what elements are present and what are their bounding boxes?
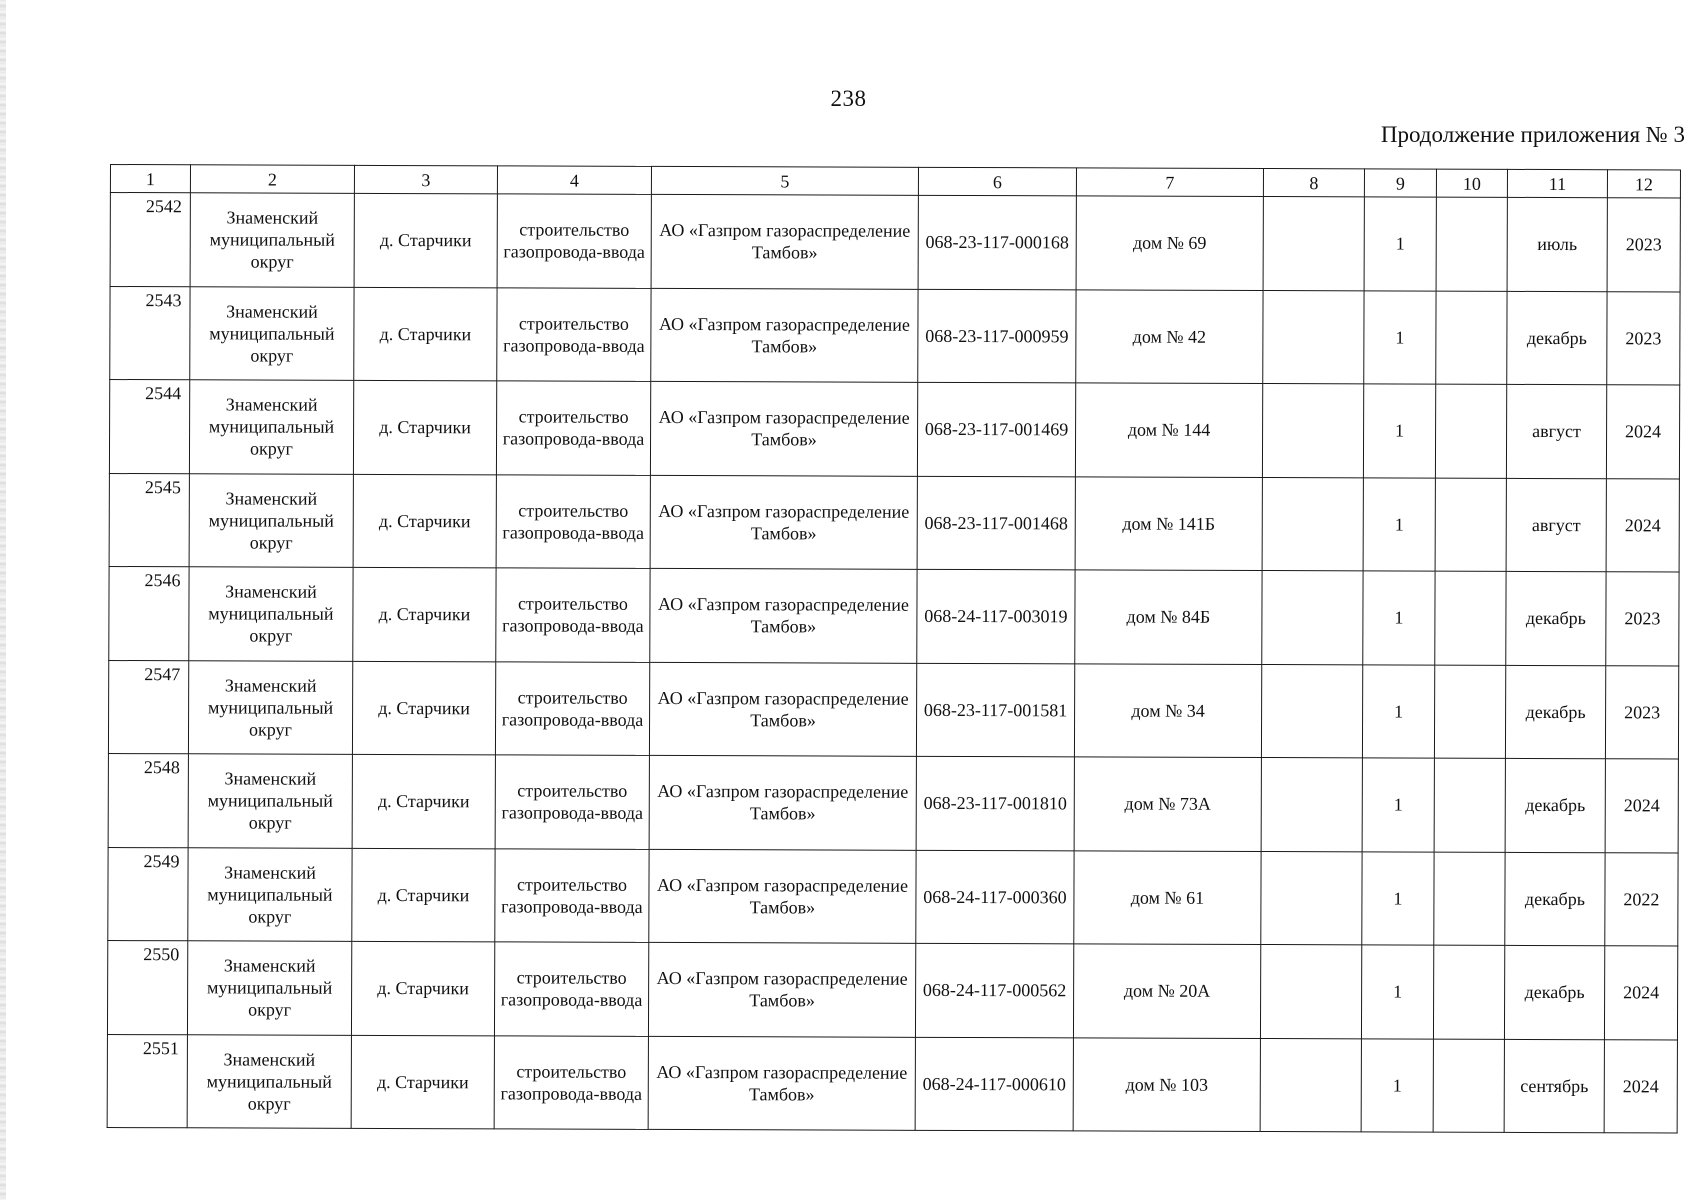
column-9-cell: 1 [1361,1038,1433,1132]
code-cell: 068-24-117-000562 [915,943,1073,1037]
work-type-cell: строительство газопровода-ввода [497,287,651,381]
row-number: 2545 [109,473,189,567]
settlement-cell: д. Старчики [352,754,495,848]
column-header-6: 6 [918,167,1076,196]
column-10-cell [1433,1039,1504,1133]
year-cell: 2024 [1604,1039,1677,1133]
month-cell: август [1506,384,1606,478]
organization-cell: АО «Газпром газораспределение Тамбов» [650,475,917,569]
column-header-5: 5 [651,166,918,195]
column-header-4: 4 [497,166,651,195]
year-cell: 2024 [1604,946,1677,1040]
year-cell: 2022 [1605,852,1678,946]
organization-cell: АО «Газпром газораспределение Тамбов» [648,1036,915,1130]
column-9-cell: 1 [1363,384,1435,478]
district-cell: Знаменский муниципальный округ [189,380,353,474]
address-cell: дом № 61 [1074,850,1261,944]
column-8-cell [1262,477,1363,571]
column-8-cell [1261,851,1362,945]
organization-cell: АО «Газпром газораспределение Тамбов» [650,568,917,662]
scan-edge-artifact [0,0,6,1200]
column-10-cell [1434,758,1505,852]
organization-cell: АО «Газпром газораспределение Тамбов» [649,849,916,943]
work-type-cell: строительство газопровода-ввода [495,848,649,942]
code-cell: 068-24-117-000610 [915,1037,1073,1131]
year-cell: 2024 [1606,385,1679,479]
column-9-cell: 1 [1363,571,1435,665]
table-row [109,380,1679,479]
page-number: 238 [830,86,867,111]
settlement-cell: д. Старчики [353,474,496,568]
table-row [108,753,1678,852]
column-header-3: 3 [354,165,497,193]
address-cell: дом № 73А [1074,757,1261,851]
settlement-cell: д. Старчики [353,567,496,661]
row-number: 2550 [107,940,187,1034]
column-header-11: 11 [1507,169,1607,197]
settlement-cell: д. Старчики [352,848,495,942]
table-row [109,566,1679,665]
row-number: 2549 [108,847,188,941]
row-number: 2551 [107,1034,187,1128]
column-9-cell: 1 [1361,945,1433,1039]
district-cell: Знаменский муниципальный округ [188,660,352,754]
table-row [107,1034,1677,1133]
settlement-cell: д. Старчики [353,380,496,474]
column-10-cell [1434,852,1505,946]
column-8-cell [1260,945,1361,1039]
column-header-10: 10 [1436,169,1507,197]
column-10-cell [1434,665,1505,759]
settlement-cell: д. Старчики [352,661,495,755]
organization-cell: АО «Газпром газораспределение Тамбов» [648,942,915,1036]
month-cell: декабрь [1505,758,1605,852]
appendix-caption: Продолжение приложения № 3 [1380,122,1685,147]
column-9-cell: 1 [1362,758,1434,852]
row-number: 2546 [109,566,189,660]
row-number: 2542 [110,193,190,287]
code-cell: 068-23-117-000959 [918,289,1076,383]
district-cell: Знаменский муниципальный округ [187,941,351,1035]
column-8-cell [1262,571,1363,665]
month-cell: сентябрь [1504,1039,1604,1133]
work-type-cell: строительство газопровода-ввода [496,381,650,475]
address-cell: дом № 20А [1073,944,1260,1038]
settlement-cell: д. Старчики [351,1035,494,1129]
year-cell: 2023 [1607,291,1680,385]
column-10-cell [1433,945,1504,1039]
code-cell: 068-23-117-001468 [917,476,1075,570]
column-10-cell [1436,291,1507,385]
column-header-9: 9 [1364,169,1436,197]
work-type-cell: строительство газопровода-ввода [495,755,649,849]
address-cell: дом № 42 [1076,289,1263,383]
column-header-8: 8 [1263,169,1364,197]
table-row [110,193,1680,292]
column-10-cell [1436,197,1507,291]
column-10-cell [1435,384,1506,478]
column-10-cell [1435,571,1506,665]
column-8-cell [1261,758,1362,852]
address-cell: дом № 103 [1073,1037,1260,1131]
work-type-cell: строительство газопровода-ввода [496,474,650,568]
month-cell: декабрь [1506,571,1606,665]
column-header-2: 2 [190,165,354,194]
table-row [108,660,1678,759]
district-cell: Знаменский муниципальный округ [187,1034,351,1128]
row-number: 2543 [110,286,190,380]
work-type-cell: строительство газопровода-ввода [494,942,648,1036]
column-9-cell: 1 [1364,290,1436,384]
table-row [109,473,1679,572]
settlement-cell: д. Старчики [351,941,494,1035]
column-9-cell: 1 [1362,851,1434,945]
code-cell: 068-24-117-000360 [916,850,1074,944]
month-cell: декабрь [1505,852,1605,946]
settlement-cell: д. Старчики [354,193,497,287]
column-8-cell [1261,664,1362,758]
code-cell: 068-24-117-003019 [917,569,1075,663]
district-cell: Знаменский муниципальный округ [189,567,353,661]
address-cell: дом № 144 [1075,383,1262,477]
organization-cell: АО «Газпром газораспределение Тамбов» [649,755,916,849]
data-table [107,164,1681,1133]
code-cell: 068-23-117-000168 [918,195,1076,289]
address-cell: дом № 34 [1074,663,1261,757]
month-cell: декабрь [1504,945,1604,1039]
table-row [108,847,1678,946]
organization-cell: АО «Газпром газораспределение Тамбов» [651,288,918,382]
work-type-cell: строительство газопровода-ввода [497,194,651,288]
year-cell: 2024 [1605,759,1678,853]
settlement-cell: д. Старчики [354,287,497,381]
address-cell: дом № 69 [1076,196,1263,290]
month-cell: июль [1507,197,1607,291]
code-cell: 068-23-117-001469 [917,382,1075,476]
column-8-cell [1262,384,1363,478]
organization-cell: АО «Газпром газораспределение Тамбов» [651,194,918,288]
column-10-cell [1435,478,1506,572]
column-9-cell: 1 [1364,197,1436,291]
row-number: 2544 [109,380,189,474]
district-cell: Знаменский муниципальный округ [188,754,352,848]
district-cell: Знаменский муниципальный округ [190,286,354,380]
code-cell: 068-23-117-001810 [916,756,1074,850]
column-header-1: 1 [110,165,190,193]
column-8-cell [1260,1038,1361,1132]
district-cell: Знаменский муниципальный округ [190,193,354,287]
table-row [107,940,1677,1039]
month-cell: декабрь [1507,291,1607,385]
table-row [110,286,1680,385]
work-type-cell: строительство газопровода-ввода [496,568,650,662]
row-number: 2548 [108,753,188,847]
work-type-cell: строительство газопровода-ввода [494,1035,648,1129]
column-header-12: 12 [1607,170,1680,198]
year-cell: 2023 [1605,665,1678,759]
code-cell: 068-23-117-001581 [916,663,1074,757]
address-cell: дом № 84Б [1075,570,1262,664]
year-cell: 2023 [1607,198,1680,292]
organization-cell: АО «Газпром газораспределение Тамбов» [650,381,917,475]
column-header-7: 7 [1076,168,1263,197]
district-cell: Знаменский муниципальный округ [189,473,353,567]
column-9-cell: 1 [1363,477,1435,571]
year-cell: 2023 [1606,572,1679,666]
column-8-cell [1263,197,1364,291]
work-type-cell: строительство газопровода-ввода [495,661,649,755]
column-8-cell [1263,290,1364,384]
address-cell: дом № 141Б [1075,476,1262,570]
month-cell: декабрь [1505,665,1605,759]
column-9-cell: 1 [1362,664,1434,758]
row-number: 2547 [108,660,188,754]
year-cell: 2024 [1606,478,1679,572]
district-cell: Знаменский муниципальный округ [188,847,352,941]
month-cell: август [1506,478,1606,572]
organization-cell: АО «Газпром газораспределение Тамбов» [649,662,916,756]
